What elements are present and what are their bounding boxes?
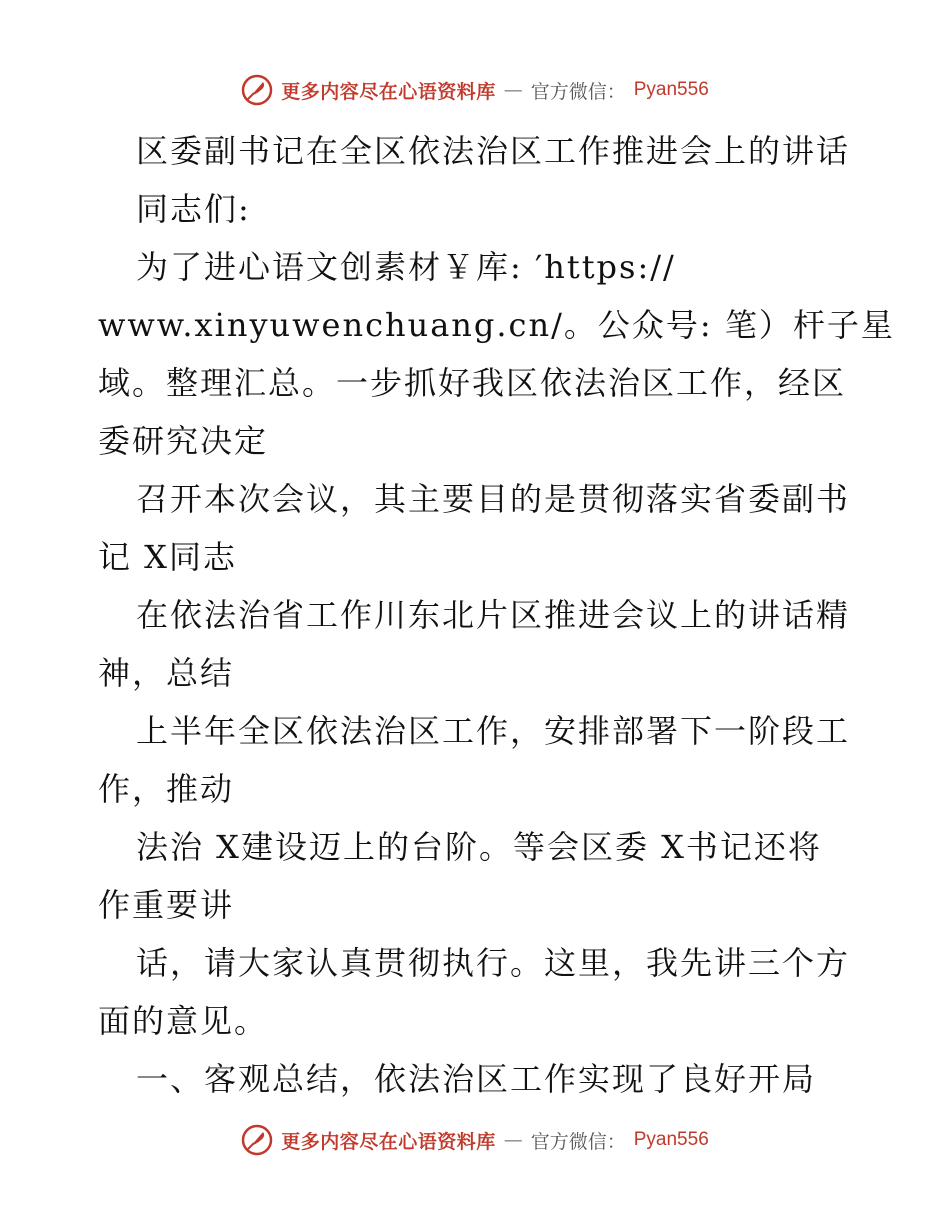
document-lines	[98, 180, 895, 1108]
document-line: 面的意见。	[98, 1002, 269, 1040]
banner-promo-text: 更多内容尽在心语资料库	[281, 1130, 496, 1153]
document-line: 记 X同志	[98, 538, 237, 576]
document-line: 上半年全区依法治区工作，安排部署下一阶段工	[136, 712, 851, 750]
header-banner	[0, 70, 950, 110]
document-line: 作，推动	[98, 770, 235, 808]
document-line: 同志们:	[136, 190, 251, 228]
document-line: 神，总结	[98, 654, 235, 692]
banner-wechat-label: 官方微信：	[530, 1130, 626, 1153]
feather-pen-logo-icon	[241, 74, 273, 106]
footer-banner	[0, 1120, 950, 1160]
banner-separator: —	[503, 1129, 523, 1151]
document-body	[98, 122, 895, 1108]
banner-separator: —	[503, 79, 523, 101]
document-line: 一、客观总结，依法治区工作实现了良好开局	[136, 1060, 817, 1098]
banner-promo-text: 更多内容尽在心语资料库	[281, 80, 496, 103]
document-line: 域。整理汇总。一步抓好我区依法治区工作，经区	[98, 364, 847, 402]
feather-pen-logo-icon	[241, 1124, 273, 1156]
document-line: 在依法治省工作川东北片区推进会议上的讲话精	[136, 596, 851, 634]
document-line: 委研究决定	[98, 422, 269, 460]
document-line: 作重要讲	[98, 886, 235, 924]
document-line: www.xinyuwenchuang.cn/。公众号: 笔）杆子星	[98, 306, 895, 344]
document-line: 召开本次会议，其主要目的是贯彻落实省委副书	[136, 480, 851, 518]
document-line: 为了进心语文创素材￥库: ′https://	[136, 248, 676, 286]
banner-wechat-label: 官方微信：	[530, 80, 626, 103]
document-line: 话，请大家认真贯彻执行。这里，我先讲三个方	[136, 944, 851, 982]
document-title: 区委副书记在全区依法治区工作推进会上的讲话	[136, 132, 851, 170]
banner-wechat-id: Pyan556	[633, 1129, 709, 1150]
document-line: 法治 X建设迈上的台阶。等会区委 X书记还将	[136, 828, 822, 866]
banner-wechat-id: Pyan556	[633, 79, 709, 100]
